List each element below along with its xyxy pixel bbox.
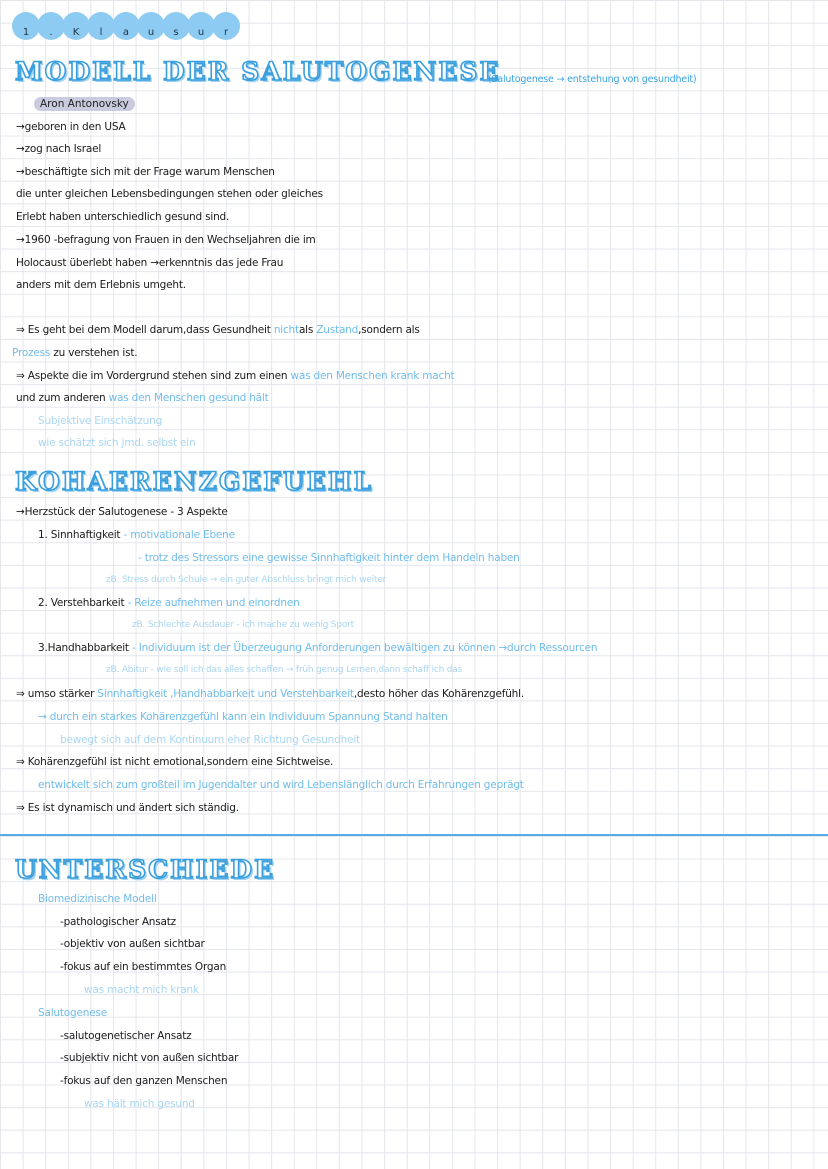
circle-letter: r bbox=[212, 12, 240, 40]
aspect-example: zB. Stress durch Schule → ein guter Abschluss bringt mich weiter bbox=[106, 575, 387, 585]
list-item: -fokus auf den ganzen Menschen bbox=[60, 1075, 228, 1087]
aspect-desc: - Reize aufnehmen und einordnen bbox=[127, 597, 300, 609]
text-line: Holocaust überlebt haben →erkenntnis das jede Frau bbox=[16, 257, 284, 269]
aspect-example: zB. Schlechte Ausdauer - ich mache zu wenig Sport bbox=[132, 620, 354, 630]
aspect-desc: - Individuum ist der Überzeugung Anforderungen bewältigen zu können →durch Ressourcen bbox=[131, 642, 598, 654]
highlight-zustand: Zustand bbox=[316, 324, 359, 336]
highlight-prozess: Prozess bbox=[12, 347, 51, 359]
note-subjektiv: Subjektive Einschätzung bbox=[38, 415, 163, 427]
circle-letter: u bbox=[187, 12, 215, 40]
section-subtitle: (Salutogenese → entstehung von gesundheit) bbox=[488, 74, 697, 85]
circle-letter: u bbox=[137, 12, 165, 40]
circle-letter: s bbox=[162, 12, 190, 40]
text-line: →1960 -befragung von Frauen in den Wechseljahren die im bbox=[16, 234, 316, 246]
list-item: -fokus auf ein bestimmtes Organ bbox=[60, 961, 227, 973]
text-line: →beschäftigte sich mit der Frage warum Menschen bbox=[16, 166, 275, 178]
conclusion-1-sub: → durch ein starkes Kohärenzgefühl kann ein Individuum Spannung Stand halten bbox=[38, 711, 448, 723]
list-item: -pathologischer Ansatz bbox=[60, 916, 176, 928]
circle-letter: . bbox=[37, 12, 65, 40]
author-name-badge: Aron Antonovsky bbox=[34, 97, 135, 111]
list-item: -subjektiv nicht von außen sichtbar bbox=[60, 1052, 239, 1064]
highlight-aspects: Sinnhaftigkeit ,Handhabbarkeit und Verstehbarkeit bbox=[97, 688, 354, 700]
highlight-krank: was den Menschen krank macht bbox=[290, 370, 455, 382]
text-span: zu verstehen ist. bbox=[53, 347, 138, 359]
note-selbst: wie schätzt sich jmd. selbst ein bbox=[38, 437, 196, 449]
text-line: die unter gleichen Lebensbedingungen stehen oder gleiches bbox=[16, 188, 323, 200]
circle-letter: a bbox=[112, 12, 140, 40]
circle-letter: 1 bbox=[12, 12, 40, 40]
aspect-label: 2. Verstehbarkeit bbox=[38, 597, 125, 609]
section-title-unterschiede: UNTERSCHIEDE bbox=[15, 855, 276, 884]
paragraph-aspekte bbox=[16, 370, 454, 382]
text-line: anders mit dem Erlebnis umgeht. bbox=[16, 279, 186, 291]
text-span: ⇒ Es geht bei dem Modell darum,dass Gesundheit bbox=[16, 324, 271, 336]
highlight-nicht: nicht bbox=[273, 324, 299, 336]
model-note: was macht mich krank bbox=[84, 984, 199, 996]
conclusion-2-sub: entwickelt sich zum großteil im Jugendalter und wird Lebenslänglich durch Erfahrungen geprägt bbox=[38, 779, 524, 791]
aspect-label: 1. Sinnhaftigkeit bbox=[38, 529, 121, 541]
text-span: ,sondern als bbox=[358, 324, 420, 336]
model-label-salu: Salutogenese bbox=[38, 1007, 107, 1019]
list-item: -objektiv von außen sichtbar bbox=[60, 938, 205, 950]
model-note: was hält mich gesund bbox=[84, 1098, 195, 1110]
aspect-desc: - motivationale Ebene bbox=[123, 529, 235, 541]
aspect-1 bbox=[38, 529, 235, 541]
text-span: als bbox=[298, 324, 314, 336]
text-span: ⇒ Aspekte die im Vordergrund stehen sind zum einen bbox=[16, 370, 288, 382]
paragraph-aspekte-cont bbox=[16, 392, 269, 404]
section-title-salutogenese: MODELL DER SALUTOGENESE bbox=[15, 57, 501, 86]
aspect-detail: - trotz des Stressors eine gewisse Sinnhaftigkeit hinter dem Handeln haben bbox=[138, 552, 520, 564]
highlight-gesund: was den Menschen gesund hält bbox=[108, 392, 269, 404]
text-line: →geboren in den USA bbox=[16, 121, 126, 133]
paragraph-gesundheit-cont bbox=[12, 347, 137, 359]
conclusion-2: ⇒ Kohärenzgefühl ist nicht emotional,sondern eine Sichtweise. bbox=[16, 756, 334, 768]
model-label-bio: Biomedizinische Modell bbox=[38, 893, 157, 905]
paragraph-gesundheit bbox=[16, 324, 420, 336]
circle-letter: l bbox=[87, 12, 115, 40]
section-title-kohaerenz: KOHAERENZGEFUEHL bbox=[15, 467, 374, 496]
text-span: ,desto höher das Kohärenzgefühl. bbox=[353, 688, 524, 700]
text-line: →zog nach Israel bbox=[16, 143, 102, 155]
conclusion-3: ⇒ Es ist dynamisch und ändert sich ständig. bbox=[16, 802, 239, 814]
aspect-example: zB. Abitur - wie soll ich das alles schaffen → früh genug Lernen,dann schaff ich das bbox=[106, 665, 463, 675]
aspect-3 bbox=[38, 642, 597, 654]
aspect-label: 3.Handhabbarkeit bbox=[38, 642, 129, 654]
conclusion-1-sub2: bewegt sich auf dem Kontinuum eher Richtung Gesundheit bbox=[60, 734, 360, 746]
section-divider bbox=[0, 834, 828, 836]
conclusion-1 bbox=[16, 688, 524, 700]
text-line: →Herzstück der Salutogenese - 3 Aspekte bbox=[16, 506, 228, 518]
text-span: und zum anderen bbox=[16, 392, 106, 404]
text-span: ⇒ umso stärker bbox=[16, 688, 95, 700]
aspect-2 bbox=[38, 597, 300, 609]
circle-letter: K bbox=[62, 12, 90, 40]
text-line: Erlebt haben unterschiedlich gesund sind. bbox=[16, 211, 230, 223]
list-item: -salutogenetischer Ansatz bbox=[60, 1030, 192, 1042]
